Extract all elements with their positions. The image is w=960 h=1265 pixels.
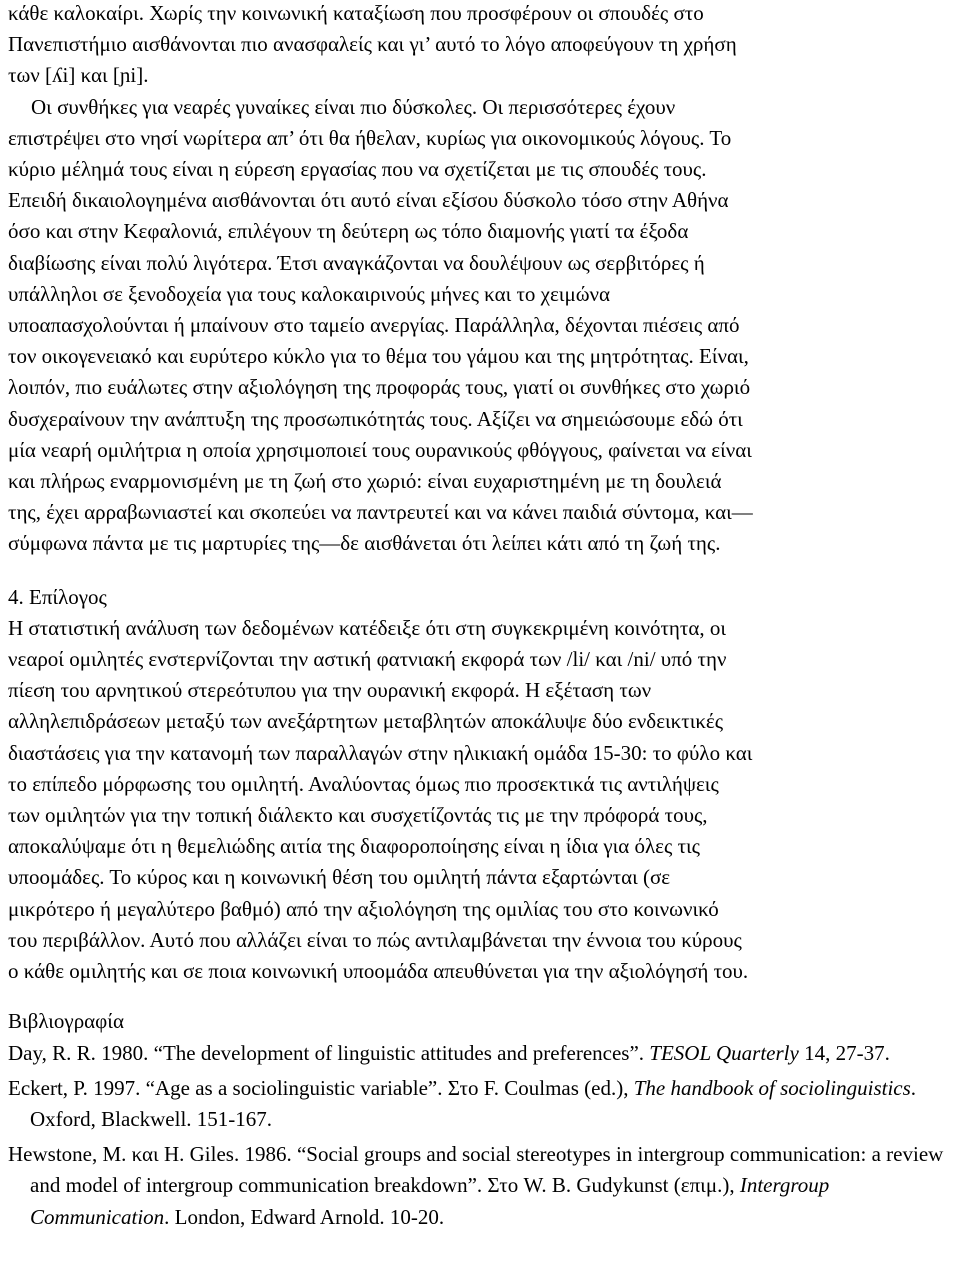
bibliography-heading: Βιβλιογραφία xyxy=(8,1009,124,1034)
reference-journal-title: TESOL Quarterly xyxy=(649,1040,799,1065)
reference-text: Eckert, P. 1997. “Age as a sociolinguistic variable”. Στο F. Coulmas (ed.), xyxy=(8,1075,634,1100)
reference-details: . London, Edward Arnold. 10-20. xyxy=(164,1204,445,1229)
body-paragraph-1: κάθε καλοκαίρι. Χωρίς την κοινωνική καταξίωση που προσφέρουν οι σπουδές στο Πανεπιστήμιο αισθάνονται πιο ανασφαλείς και γι’ αυτό το λόγο αποφεύγουν τη χρήση των [ʎi] και [ɲi]. xyxy=(8,1,737,88)
reference-details: . Oxford, Blackwell. 151-167. xyxy=(30,1075,917,1131)
reference-book-title: The handbook of sociolinguistics xyxy=(633,1075,911,1100)
reference-item xyxy=(8,1139,952,1233)
body-paragraph-2: Οι συνθήκες για νεαρές γυναίκες είναι πιο δύσκολες. Οι περισσότερες έχουν επιστρέψει στο νησί νωρίτερα απ’ ότι θα ήθελαν, κυρίως για οικονομικούς λόγους. Το κύριο μέλημά τους είναι η εύρεση εργασίας που να σχετίζεται με τις σπουδές τους. Επειδή δικαιολογημένα αισθάνονται ότι αυτό είναι εξίσου δύσκολο τόσο στην Αθήνα όσο και στην Κεφαλονιά, επιλέγουν τη δεύτερη ως τόπο διαμονής γιατί τα έξοδα διαβίωσης είναι πολύ λιγότερα. Έτσι αναγκάζονται να δουλέψουν ως σερβιτόρες ή υπάλληλοι σε ξενοδοχεία για τους καλοκαιρινούς μήνες και το χειμώνα υποαπασχολούνται ή μπαίνουν στο ταμείο ανεργίας. Παράλληλα, δέχονται πιέσεις από τον οικογενειακό και ευρύτερο κύκλο για το θέμα του γάμου και της μητρότητας. Είναι, λοιπόν, πιο ευάλωτες στην αξιολόγηση της προφοράς τους, γιατί οι συνθήκες στο χωριό δυσχεραίνουν την ανάπτυξη της προσωπικότητάς τους. Αξίζει να σημειώσουμε εδώ ότι μία νεαρή ομιλήτρια η οποία χρησιμοποιεί τους ουρανικούς φθόγγους, φαίνεται να είναι και πλήρως εναρμονισμένη με τη ζωή στο χωριό: είναι ευχαριστημένη με τη δουλειά της, έχει αρραβωνιαστεί και σκοπεύει να παντρευτεί και να κάνει παιδιά σύντομα, και— σύμφωνα πάντα με τις μαρτυρίες της—δε αισθάνεται ότι λείπει κάτι από τη ζωή της. xyxy=(8,94,753,556)
reference-text: Hewstone, M. και H. Giles. 1986. “Social groups and social stereotypes in intergroup communication: a review and model of intergroup communication breakdown”. Στο W. B. Gudykunst (επιμ.), xyxy=(8,1142,944,1198)
reference-text: Day, R. R. 1980. “The development of linguistic attitudes and preferences”. xyxy=(8,1040,650,1065)
reference-item xyxy=(8,1073,952,1135)
reference-book-title: Intergroup Communication xyxy=(30,1173,830,1229)
reference-details: 14, 27-37. xyxy=(798,1040,890,1065)
bibliography-list xyxy=(8,1038,952,1233)
section-heading-epilogue: 4. Επίλογος xyxy=(8,584,107,609)
epilogue-paragraph: Η στατιστική ανάλυση των δεδομένων κατέδειξε ότι στη συγκεκριμένη κοινότητα, οι νεαροί ομιλητές ενστερνίζονται την αστική φατνιακή εκφορά των /li/ και /ni/ υπό την πίεση του αρνητικού στερεότυπου για την ουρανική εκφορά. Η εξέταση των αλληλεπιδράσεων μεταξύ των ανεξάρτητων μεταβλητών αποκάλυψε δύο ενδεικτικές διαστάσεις για την κατανομή των παραλλαγών στην ηλικιακή ομάδα 15-30: το φύλο και το επίπεδο μόρφωσης του ομιλητή. Αναλύοντας όμως πιο προσεκτικά τις αντιλήψεις των ομιλητών για την τοπική διάλεκτο και συσχετίζοντάς τις με την πρόφορά τους, αποκαλύψαμε ότι η θεμελιώδης αιτία της διαφοροποίησης είναι η ίδια για όλες τις υποομάδες. Το κύρος και η κοινωνική θέση του ομιλητή πάντα εξαρτώνται (σε μικρότερο ή μεγαλύτερο βαθμό) από την αξιολόγηση της ομιλίας του στο κοινωνικό του περιβάλλον. Αυτό που αλλάζει είναι το πώς αντιλαμβάνεται την έννοια του κύρους ο κάθε ομιλητής και σε ποια κοινωνική υποομάδα απευθύνεται για την αξιολόγησή του. xyxy=(8,615,753,984)
reference-item xyxy=(8,1038,952,1069)
